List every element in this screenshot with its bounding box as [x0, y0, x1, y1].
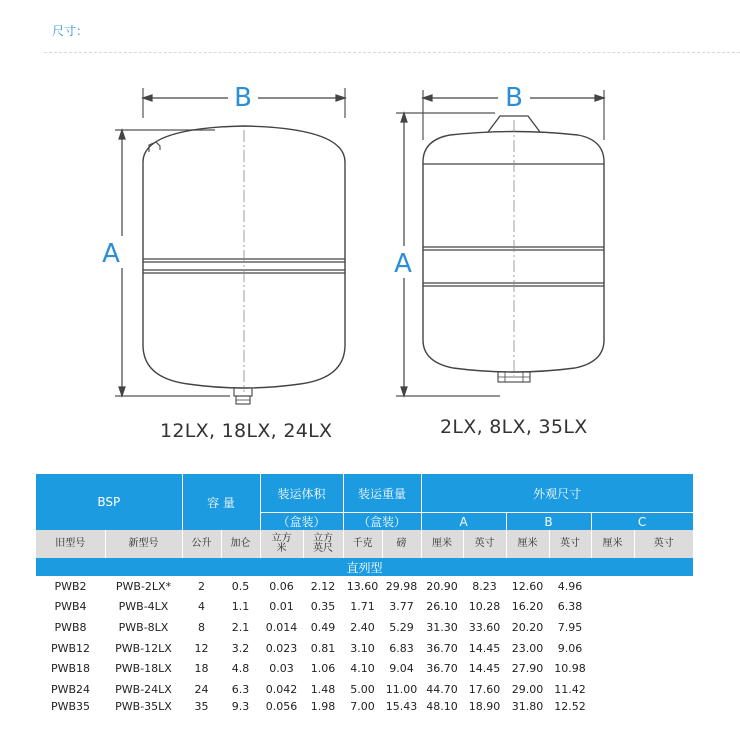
table-cell: 0.81: [310, 641, 336, 655]
table-cell: 24: [194, 682, 209, 696]
subheader-b-in: 英寸: [549, 530, 591, 558]
table-cell: [591, 700, 634, 716]
table-cell: 29.00: [511, 682, 544, 696]
table-cell: 8: [198, 620, 205, 634]
spec-table: [36, 474, 694, 716]
table-cell: 23.00: [511, 641, 544, 655]
header-shipping-volume-sub: （盒装）: [260, 513, 343, 531]
table-cell: 13.60: [346, 579, 379, 593]
table-cell: 12.52: [554, 699, 586, 713]
table-row: [36, 638, 693, 659]
section-title: 尺寸：: [52, 24, 89, 38]
table-cell: 6.38: [557, 600, 583, 614]
table-row: [36, 576, 693, 597]
table-cell: 10.28: [468, 600, 501, 614]
dim-label-b-right: B: [505, 83, 523, 113]
table-cell: PWB4: [54, 600, 87, 614]
table-cell: 1.98: [310, 699, 336, 713]
table-row: [36, 617, 693, 638]
tank-drawing-left: [115, 88, 345, 404]
table-cell: 9.06: [557, 641, 583, 655]
table-cell: 36.70: [426, 662, 458, 676]
table-cell: 0.5: [231, 579, 250, 593]
header-shipping-volume: 装运体积: [260, 474, 343, 513]
table-cell: 6.3: [231, 682, 250, 696]
table-cell: 31.80: [511, 699, 544, 713]
table-cell: PWB24: [50, 682, 91, 696]
header-bsp: BSP: [36, 474, 182, 530]
table-cell: 2.40: [350, 620, 375, 634]
table-cell: [591, 658, 634, 679]
table-cell: 27.90: [511, 662, 544, 676]
table-cell: 3.2: [231, 641, 250, 655]
subheader-cubic-foot: [303, 530, 343, 558]
table-cell: 5.00: [350, 682, 375, 696]
subheader-cubic-meter-l2: 米: [276, 543, 287, 554]
table-cell: 20.20: [511, 620, 544, 634]
subheader-cubic-foot-l2: 英尺: [313, 543, 334, 554]
table-cell: 14.45: [468, 662, 501, 676]
dim-label-b-left: B: [234, 83, 252, 113]
table-cell: [591, 638, 634, 659]
subheader-cubic-meter-l1: 立方: [271, 533, 292, 544]
table-cell: 36.70: [426, 641, 458, 655]
table-cell: PWB12: [50, 641, 91, 655]
table-cell: 1.48: [310, 682, 336, 696]
table-cell: 1.71: [350, 600, 375, 614]
table-cell: [591, 576, 634, 597]
table-cell: 4.8: [231, 662, 250, 676]
table-cell: 18.90: [468, 699, 501, 713]
table-cell: 8.23: [472, 579, 497, 593]
header-dimensions: 外观尺寸: [421, 474, 693, 513]
table-cell: PWB-2LX*: [115, 579, 172, 593]
table-row: [36, 597, 693, 618]
table-cell: 9.04: [389, 662, 414, 676]
table-cell: 0.35: [310, 600, 336, 614]
table-cell: PWB-8LX: [118, 620, 169, 634]
subheader-a-in: 英寸: [463, 530, 506, 558]
left-model-caption: 12LX, 18LX, 24LX: [160, 420, 333, 442]
table-cell: 31.30: [426, 620, 458, 634]
table-cell: [634, 617, 693, 638]
header-capacity: 容 量: [182, 474, 260, 530]
subheader-kg: 千克: [343, 530, 382, 558]
table-row: [36, 700, 693, 716]
table-cell: 6.83: [389, 641, 414, 655]
table-cell: [634, 700, 693, 716]
table-cell: [591, 679, 634, 700]
subheader-old-model: 旧型号: [36, 530, 105, 558]
table-cell: PWB8: [54, 620, 87, 634]
table-row: [36, 679, 693, 700]
header-dim-b: B: [506, 513, 591, 531]
header-shipping-weight: 装运重量: [343, 474, 421, 513]
table-cell: 0.014: [265, 620, 298, 634]
table-cell: 4: [198, 600, 205, 614]
table-cell: 3.77: [389, 600, 414, 614]
subheader-b-cm: 厘米: [506, 530, 549, 558]
table-cell: PWB-35LX: [115, 699, 172, 713]
table-cell: 3.10: [350, 641, 375, 655]
section-label-inline: 直列型: [36, 558, 693, 576]
table-cell: 48.10: [426, 699, 458, 713]
table-cell: 0.49: [310, 620, 336, 634]
table-cell: [591, 617, 634, 638]
table-cell: [634, 679, 693, 700]
table-cell: [634, 576, 693, 597]
subheader-new-model: 新型号: [105, 530, 182, 558]
table-cell: 1.06: [310, 662, 336, 676]
table-cell: 12.60: [511, 579, 544, 593]
table-cell: 2.1: [231, 620, 250, 634]
table-cell: [634, 597, 693, 618]
table-cell: 0.03: [269, 662, 294, 676]
table-cell: [591, 597, 634, 618]
subheader-c-cm: 厘米: [591, 530, 634, 558]
table-cell: 18: [194, 662, 209, 676]
table-cell: 10.98: [554, 662, 586, 676]
dim-label-a-left: A: [102, 239, 120, 269]
table-cell: 4.10: [350, 662, 375, 676]
table-cell: 15.43: [385, 699, 418, 713]
table-cell: PWB-24LX: [115, 682, 172, 696]
table-cell: 5.29: [389, 620, 414, 634]
table-cell: 33.60: [468, 620, 501, 634]
dim-label-a-right: A: [394, 249, 412, 279]
subheader-c-in: 英寸: [634, 530, 693, 558]
table-cell: 1.1: [231, 600, 250, 614]
table-cell: 2.12: [310, 579, 336, 593]
table-cell: 12: [194, 641, 209, 655]
table-cell: 35: [194, 699, 209, 713]
subheader-gallon: 加仑: [221, 530, 260, 558]
table-cell: [634, 638, 693, 659]
table-cell: 7.95: [557, 620, 583, 634]
subheader-lb: 磅: [382, 530, 421, 558]
table-cell: 0.056: [265, 699, 298, 713]
header-dim-a: A: [421, 513, 506, 531]
table-cell: 2: [198, 579, 205, 593]
header-shipping-weight-sub: （盒装）: [343, 513, 421, 531]
table-cell: PWB-12LX: [115, 641, 172, 655]
table-cell: PWB-4LX: [118, 600, 169, 614]
table-cell: 11.00: [385, 682, 418, 696]
table-cell: 7.00: [350, 699, 375, 713]
table-cell: 29.98: [385, 579, 418, 593]
table-cell: 11.42: [554, 682, 586, 696]
subheader-cubic-meter: [260, 530, 303, 558]
table-cell: 17.60: [468, 682, 501, 696]
tank-drawing-right: [396, 90, 604, 396]
table-cell: 20.90: [426, 579, 458, 593]
table-cell: 44.70: [426, 682, 458, 696]
table-cell: 0.06: [269, 579, 294, 593]
table-cell: 16.20: [511, 600, 544, 614]
header-dim-c: C: [591, 513, 693, 531]
subheader-liter: 公升: [182, 530, 221, 558]
table-cell: 0.01: [269, 600, 294, 614]
table-cell: 26.10: [426, 600, 458, 614]
table-cell: 4.96: [557, 579, 583, 593]
table-cell: 0.042: [265, 682, 298, 696]
table-cell: PWB-18LX: [115, 662, 172, 676]
table-cell: PWB18: [50, 662, 91, 676]
table-cell: [634, 658, 693, 679]
subheader-a-cm: 厘米: [421, 530, 463, 558]
table-cell: 14.45: [468, 641, 501, 655]
subheader-cubic-foot-l1: 立方: [313, 533, 334, 544]
right-model-caption: 2LX, 8LX, 35LX: [440, 416, 588, 438]
table-cell: PWB35: [50, 699, 91, 713]
table-row: [36, 658, 693, 679]
table-cell: 0.023: [265, 641, 298, 655]
table-cell: 9.3: [231, 699, 250, 713]
table-cell: PWB2: [54, 579, 87, 593]
